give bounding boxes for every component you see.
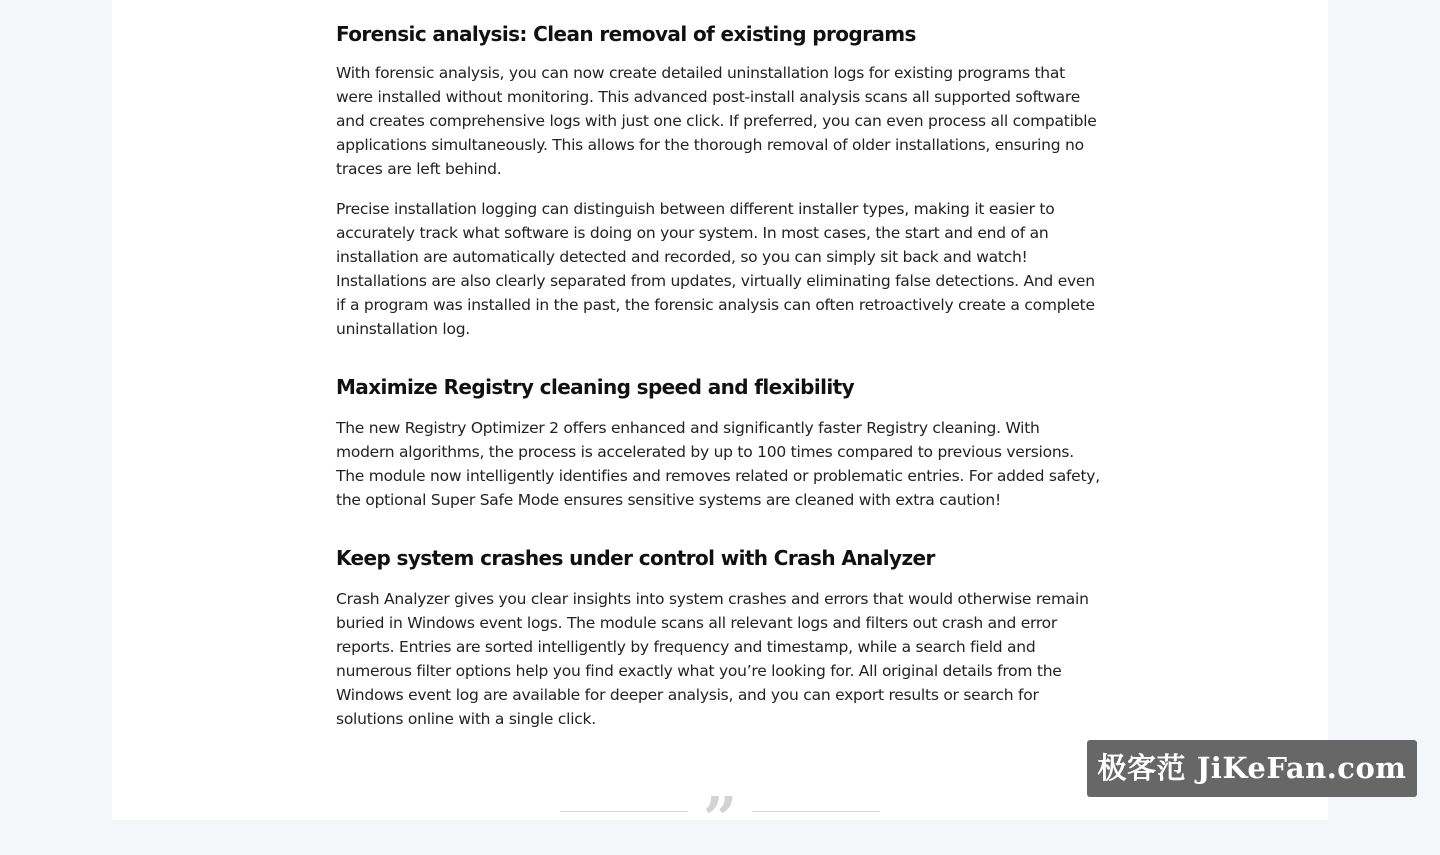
section-heading-registry-cleaning: Maximize Registry cleaning speed and flexibility	[336, 375, 855, 399]
divider-line-left	[560, 811, 688, 812]
section-heading-crash-analyzer: Keep system crashes under control with Crash Analyzer	[336, 546, 935, 570]
paragraph-crash-analyzer: Crash Analyzer gives you clear insights into system crashes and errors that would otherwise remain buried in Windows event logs. The module scans all relevant logs and filters out crash and error reports. Entries are sorted intelligently by frequency and timestamp, while a search field and numerous filter options help you find exactly what you’re looking for. All original details from the Windows event log are available for deeper analysis, and you can export results or search for solutions online with a single click.	[336, 590, 1089, 728]
quote-icon: ”	[702, 785, 738, 855]
site-watermark: 极客范 JiKeFan.com	[1087, 740, 1417, 797]
divider-line-right	[752, 811, 880, 812]
content-panel	[112, 0, 1328, 855]
article-body	[336, 20, 1102, 731]
paragraph-installation-logging: Precise installation logging can distinguish between different installer types, making it easier to accurately track what software is doing on your system. In most cases, the start and end of an installation are automatically detected and recorded, so you can simply sit back and watch! Installations are also clearly separated from updates, virtually eliminating false detections. And even if a program was installed in the past, the forensic analysis can often retroactively create a complete uninstallation log.	[336, 200, 1095, 338]
paragraph-registry-optimizer: The new Registry Optimizer 2 offers enhanced and significantly faster Registry cleaning. With modern algorithms, the process is accelerated by up to 100 times compared to previous versions. The module now intelligently identifies and removes related or problematic entries. For added safety, the optional Super Safe Mode ensures sensitive systems are cleaned with extra caution!	[336, 419, 1100, 509]
paragraph-forensic-analysis-intro: With forensic analysis, you can now create detailed uninstallation logs for existing programs that were installed without monitoring. This advanced post-install analysis scans all supported software and creates comprehensive logs with just one click. If preferred, you can even process all compatible applications simultaneously. This allows for the thorough removal of older installations, ensuring no traces are left behind.	[336, 64, 1097, 178]
section-heading-forensic-analysis: Forensic analysis: Clean removal of existing programs	[336, 22, 916, 46]
